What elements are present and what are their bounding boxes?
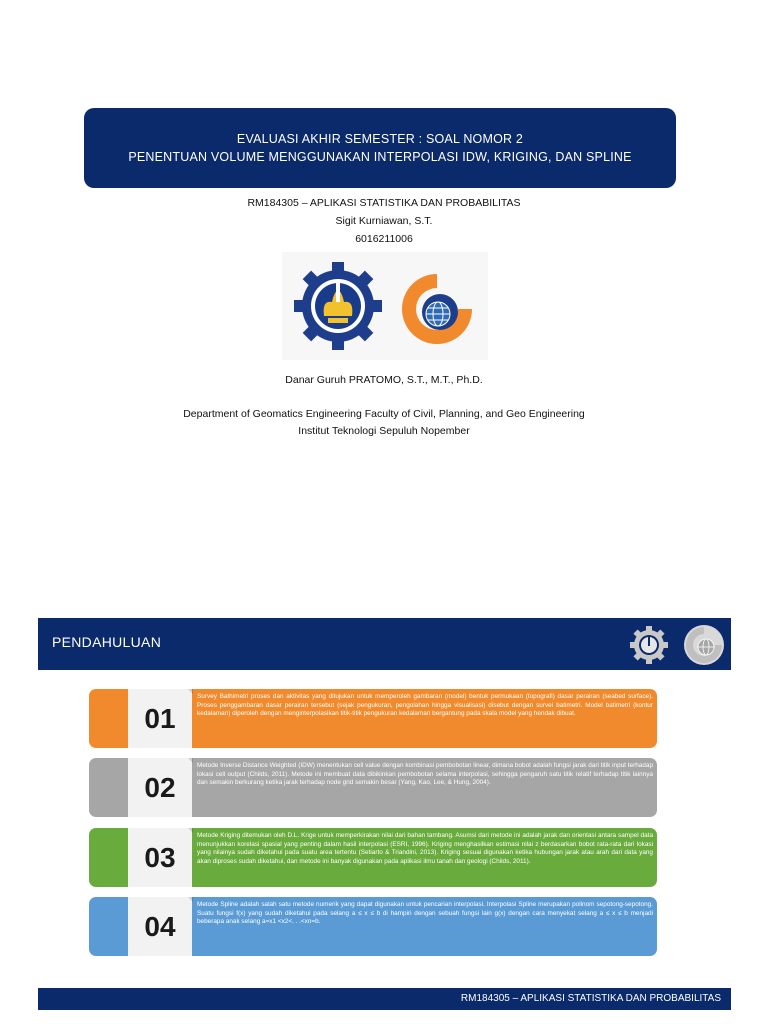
- card-number: 03: [128, 828, 192, 887]
- geomatics-logo-icon: [398, 270, 476, 348]
- section-header: [38, 618, 731, 670]
- card-01: [89, 689, 657, 748]
- card-03: [89, 828, 657, 887]
- department-name: Department of Geomatics Engineering Faculty of Civil, Planning, and Geo Engineering: [183, 408, 585, 420]
- footer-course: RM184305 – APLIKASI STATISTIKA DAN PROBABILITAS: [460, 993, 721, 1004]
- card-number: 01: [128, 689, 192, 748]
- author-name: Sigit Kurniawan, S.T.: [335, 215, 433, 227]
- card-text: Metode Kriging ditemukan oleh D.L. Krige untuk memperkirakan nilai dari bahan tambang. Asumsi dari metode ini adalah jarak dan orientasi antara sampel data menunjukkan korelasi spasial yang penting dalam hasil interpolasi (ESRI, 1996). Kriging menghasilkan estimasi nilai z berdasarkan bobot rata-rata dari lokasi yang nilainya sudah diketahui pada suatu area tertentu (Setiarto & Triandini, 2013). Kriging sesuai digunakan ketika hubungan jarak atau arah dari data yang akan diproses sudah diketahui, dan metode ini banyak digunakan pada aplikasi ilmu tanah dan geologi (Childs, 2011).: [197, 832, 653, 865]
- card-number: 04: [128, 897, 192, 956]
- card-04: [89, 897, 657, 956]
- student-id: 6016211006: [355, 233, 413, 245]
- title-line-2: PENENTUAN VOLUME MENGGUNAKAN INTERPOLASI IDW, KRIGING, DAN SPLINE: [128, 150, 632, 164]
- card-02: [89, 758, 657, 817]
- institute-name: Institut Teknologi Sepuluh Nopember: [298, 425, 470, 437]
- card-text: Metode Spline adalah salah satu metode numerik yang dapat digunakan untuk pencarian interpolasi. Interpolasi Spline merupakan polinom sepotong-sepotong. Suatu fungsi f(x) yang sudah diketahui pada selang a ≤ x ≤ b di hampiri dengan sebuah fungsi lain g(x) dengan cara menyekat selang a ≤ x ≤ b menjadi beberapa anak selang a=x1 <x2<. . .<xn=b.: [197, 901, 653, 926]
- card-text: Survey Bathimetri proses dan aktivitas yang ditujukan untuk memperoleh gambaran (model) bentuk permukaan (topografi) dasar perairan (seabed surface). Proses penggambaran dasar perairan tersebut (sejak pengukuran, pengolahan hingga visualisasi) disebut dengan survei batimetri. Model batimetri (kontur kedalaman) diperoleh dengan menginterpolasikan titik-titik pengukuran kedalaman bergantung pada skala model yang hendak dibuat.: [197, 693, 653, 718]
- geomatics-logo-small-icon: [682, 623, 726, 667]
- card-text: Metode Inverse Distance Weighted (IDW) menentukan cell value dengan kombinasi pembobotan linear, dimana bobot adalah fungsi jarak dari titik input terhadap lokasi cell output (Childs, 2011). Metode ini membuat data dibikinkan pembobotan selama interpolasi, sehingga pengaruh satu titik relatif terhadap titik lainnya dan semakin berkurang ketika jarak terhadap node grid semakin besar (Yang, Kao, Lee, & Hung, 2004).: [197, 762, 653, 787]
- title-line-1: EVALUASI AKHIR SEMESTER : SOAL NOMOR 2: [236, 132, 524, 146]
- title-banner: [84, 108, 676, 188]
- section-title: PENDAHULUAN: [52, 634, 162, 650]
- its-logo-small-icon: [628, 624, 670, 666]
- card-number: 02: [128, 758, 192, 817]
- footer-bar: [38, 988, 731, 1010]
- course-code: RM184305 – APLIKASI STATISTIKA DAN PROBABILITAS: [247, 197, 521, 209]
- lecturer-name: Danar Guruh PRATOMO, S.T., M.T., Ph.D.: [285, 374, 483, 386]
